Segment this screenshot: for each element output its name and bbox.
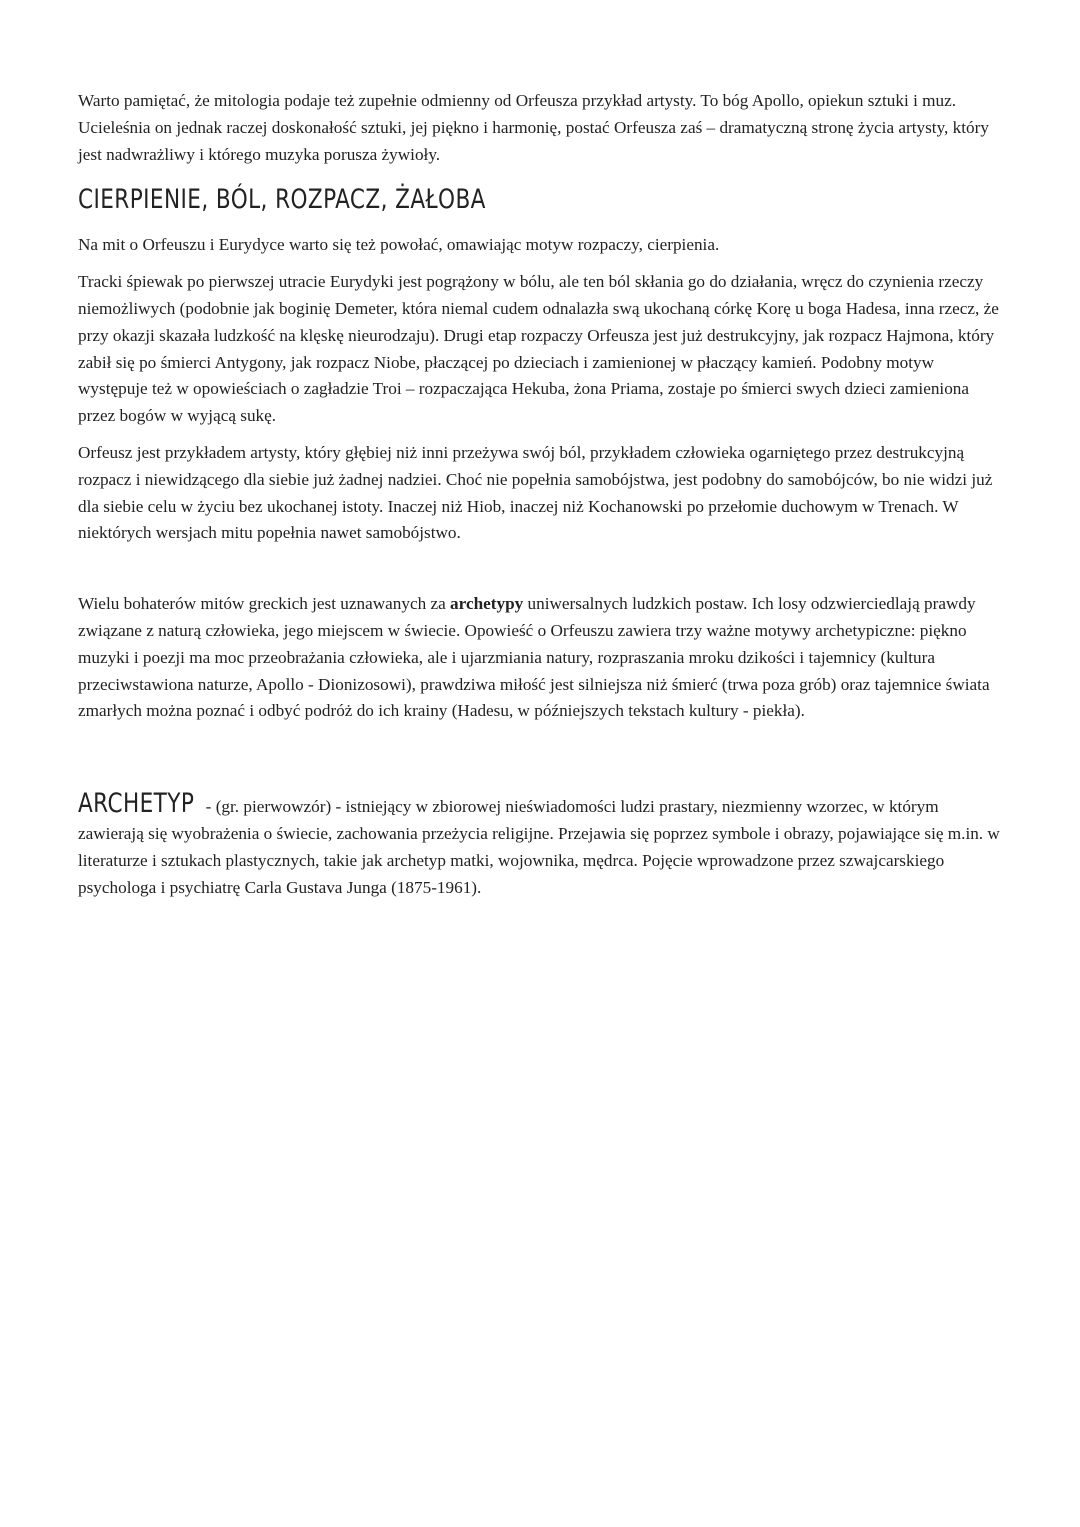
archetypes-bold-term: archetypy [450, 594, 524, 614]
definition-text: - (gr. pierwowzór) - istniejący w zbiorowej nieświadomości ludzi prastary, niezmienny wzorzec, w którym zawierają się wyobrażenia o świecie, zachowania przeżycia religijne. Przejawia się poprzez symbole i obrazy, pojawiające się m.in. w literaturze i sztukach plastycznych, takie jak archetyp matki, wojownika, mędrca. Pojęcie wprowadzone przez szwajcarskiego psychologa i psychiatrę Carla Gustava Junga (1875-1961). [78, 797, 1000, 897]
paragraph-orpheus-artist: Orfeusz jest przykładem artysty, który głębiej niż inni przeżywa swój ból, przykładem człowieka ogarniętego przez destrukcyjną rozpacz i niewidzącego dla siebie już żadnej nadziei. Choć nie popełnia samobójstwa, jest podobny do samobójców, bo nie widzi już dla siebie celu w życiu bez ukochanej istoty. Inaczej niż Hiob, inaczej niż Kochanowski po przełomie duchowym w Trenach. W niektórych wersjach mitu popełnia nawet samobójstwo. [78, 442, 993, 543]
intro-paragraph: Warto pamiętać, że mitologia podaje też zupełnie odmienny od Orfeusza przykład artysty. To bóg Apollo, opiekun sztuki i muz. Ucieleśnia on jednak raczej doskonałość sztuki, jej piękno i harmonię, postać Orfeusza zaś – dramatyczną stronę życia artysty, który jest nadwrażliwy i którego muzyka porusza żywioły. [78, 91, 989, 164]
paragraph-archetypes [78, 591, 1008, 725]
paragraph-thracian-singer: Tracki śpiewak po pierwszej utracie Eurydyki jest pogrążony w bólu, ale ten ból skłania go do działania, wręcz do czynienia rzeczy niemożliwych (podobnie jak boginię Demeter, która niemal cudem odnalazła swą ukochaną córkę Korę u boga Hadesa, inna rzecz, że przy okazji skazała ludzkość na klęskę nieurodzaju). Drugi etap rozpaczy Orfeusza jest już destrukcyjny, jak rozpacz Hajmona, który zabił się po śmierci Antygony, jak rozpacz Niobe, płaczącej po dzieciach i zamienionej w płaczący kamień. Podobny motyw występuje też w opowieściach o zagładzie Troi – rozpaczająca Hekuba, żona Priama, zostaje po śmierci swych dzieci zamieniona przez bogów w wyjącą sukę. [78, 272, 999, 426]
paragraph-despair-motif: Na mit o Orfeuszu i Eurydyce warto się też powołać, omawiając motyw rozpaczy, cierpienia. [78, 235, 720, 255]
archetypes-text-after: uniwersalnych ludzkich postaw. Ich losy odzwierciedlają prawdy związane z naturą człowieka, jego miejscem w świecie. Opowieść o Orfeuszu zawiera trzy ważne motywy archetypiczne: piękno muzyki i poezji ma moc przeobrażania człowieka, ale i ujarzmiania natury, rozpraszania mroku dzikości i tajemnicy (kultura przeciwstawiona naturze, Apollo - Dionizosowi), prawdziwa miłość jest silniejsza niż śmierć (trwa poza grób) oraz tajemnice świata zmarłych można poznać i odbyć podróż do ich krainy (Hadesu, w późniejszych tekstach kultury - piekła). [78, 594, 990, 721]
definition-paragraph [78, 788, 1008, 901]
section-heading: CIERPIENIE, BÓL, ROZPACZ, ŻAŁOBA [78, 184, 486, 216]
archetypes-text-before: Wielu bohaterów mitów greckich jest uznawanych za [78, 594, 451, 614]
document-page [78, 88, 1008, 901]
definition-term: ARCHETYP [78, 788, 195, 820]
